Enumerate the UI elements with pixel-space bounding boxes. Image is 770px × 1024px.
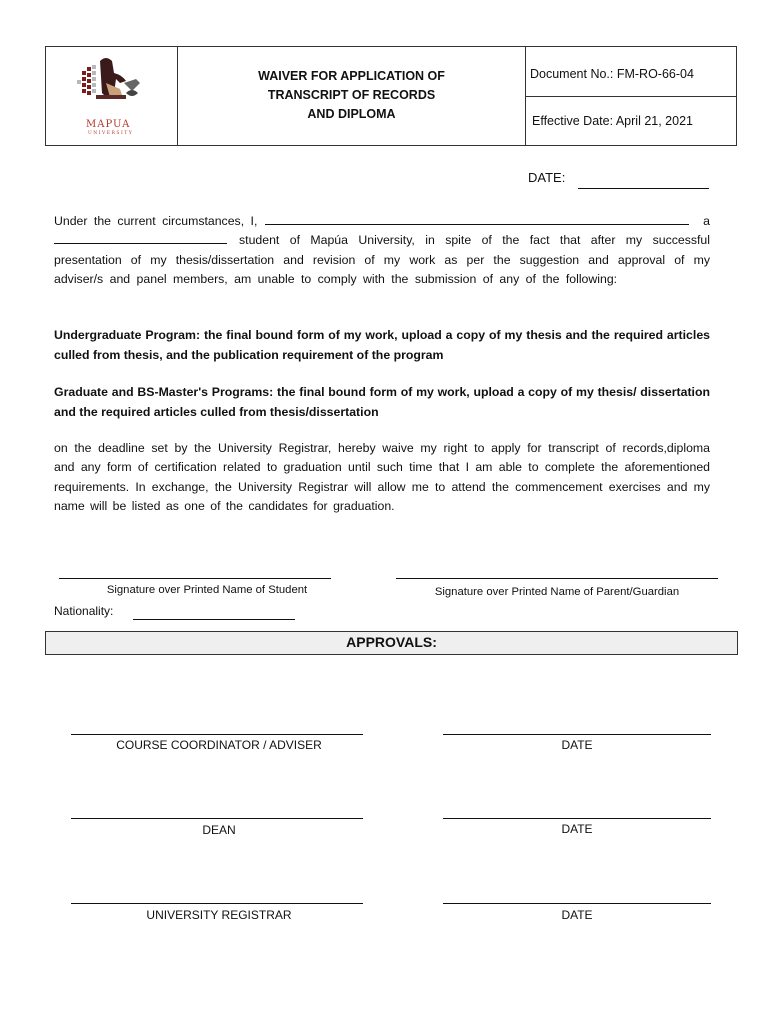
form-title-line: AND DIPLOMA [307, 107, 396, 121]
university-logo-icon [76, 53, 146, 117]
intro-paragraph [54, 212, 710, 289]
graduate-requirement: Graduate and BS-Master's Programs: the final bound form of my work, upload a copy of my thesis/ dissertation and the required articles culled from thesis/dissertation [54, 385, 710, 419]
document-meta [526, 47, 736, 145]
approvals-header: APPROVALS: [45, 631, 738, 655]
nationality-field[interactable] [133, 619, 295, 620]
form-title-line: TRANSCRIPT OF RECORDS [267, 88, 436, 102]
effective-date: Effective Date: April 21, 2021 [532, 114, 693, 128]
date-field[interactable] [578, 188, 709, 189]
approval-date-line[interactable] [443, 818, 711, 819]
date-label: DATE: [528, 170, 566, 185]
form-title [178, 47, 526, 145]
approval-date-label: DATE [561, 908, 593, 922]
intro-text-body: student of Mapúa University, in spite of the fact that after my successful presentation of my thesis/dissertation and revision of my work as per the suggestion and approval of my adviser/s and panel members, am unable to comply with the submission of any of the following: [54, 233, 710, 286]
logo-cell [46, 47, 178, 145]
approval-signature-line[interactable] [71, 734, 363, 735]
student-signature-label: Signature over Printed Name of Student [106, 584, 308, 596]
closing-paragraph: on the deadline set by the University Registrar, hereby waive my right to apply for transcript of records,diploma and any form of certification related to graduation until such time that I am able to complete the aforementioned requirements. In exchange, the University Registrar will allow me to attend the commencement exercises and my name will be listed as one of the candidates for graduation. [54, 441, 710, 513]
undergraduate-requirement: Undergraduate Program: the final bound form of my work, upload a copy of my thesis and the required articles culled from thesis, and the publication requirement of the program [54, 328, 710, 362]
intro-text-start: Under the current circumstances, I, [54, 214, 258, 228]
approval-signature-line[interactable] [71, 903, 363, 904]
form-header [45, 46, 737, 146]
logo-subtext: UNIVERSITY [88, 131, 134, 136]
approval-date-label: DATE [561, 822, 593, 836]
program-field[interactable] [54, 232, 227, 244]
student-signature-line[interactable] [59, 578, 331, 579]
nationality-label: Nationality: [54, 604, 114, 618]
student-name-field[interactable] [265, 213, 689, 225]
intro-text-a: a [703, 214, 710, 228]
parent-signature-label: Signature over Printed Name of Parent/Guardian [434, 586, 680, 598]
approval-role: DEAN [202, 823, 236, 837]
document-number: Document No.: FM-RO-66-04 [526, 47, 736, 97]
approval-date-label: DATE [561, 738, 593, 752]
approval-role: COURSE COORDINATOR / ADVISER [116, 738, 322, 752]
form-title-line: WAIVER FOR APPLICATION OF [258, 69, 445, 83]
parent-signature-line[interactable] [396, 578, 718, 579]
approval-role: UNIVERSITY REGISTRAR [146, 908, 292, 922]
logo-wordmark: MAPUA [86, 119, 131, 130]
approval-date-line[interactable] [443, 903, 711, 904]
approval-date-line[interactable] [443, 734, 711, 735]
approval-signature-line[interactable] [71, 818, 363, 819]
